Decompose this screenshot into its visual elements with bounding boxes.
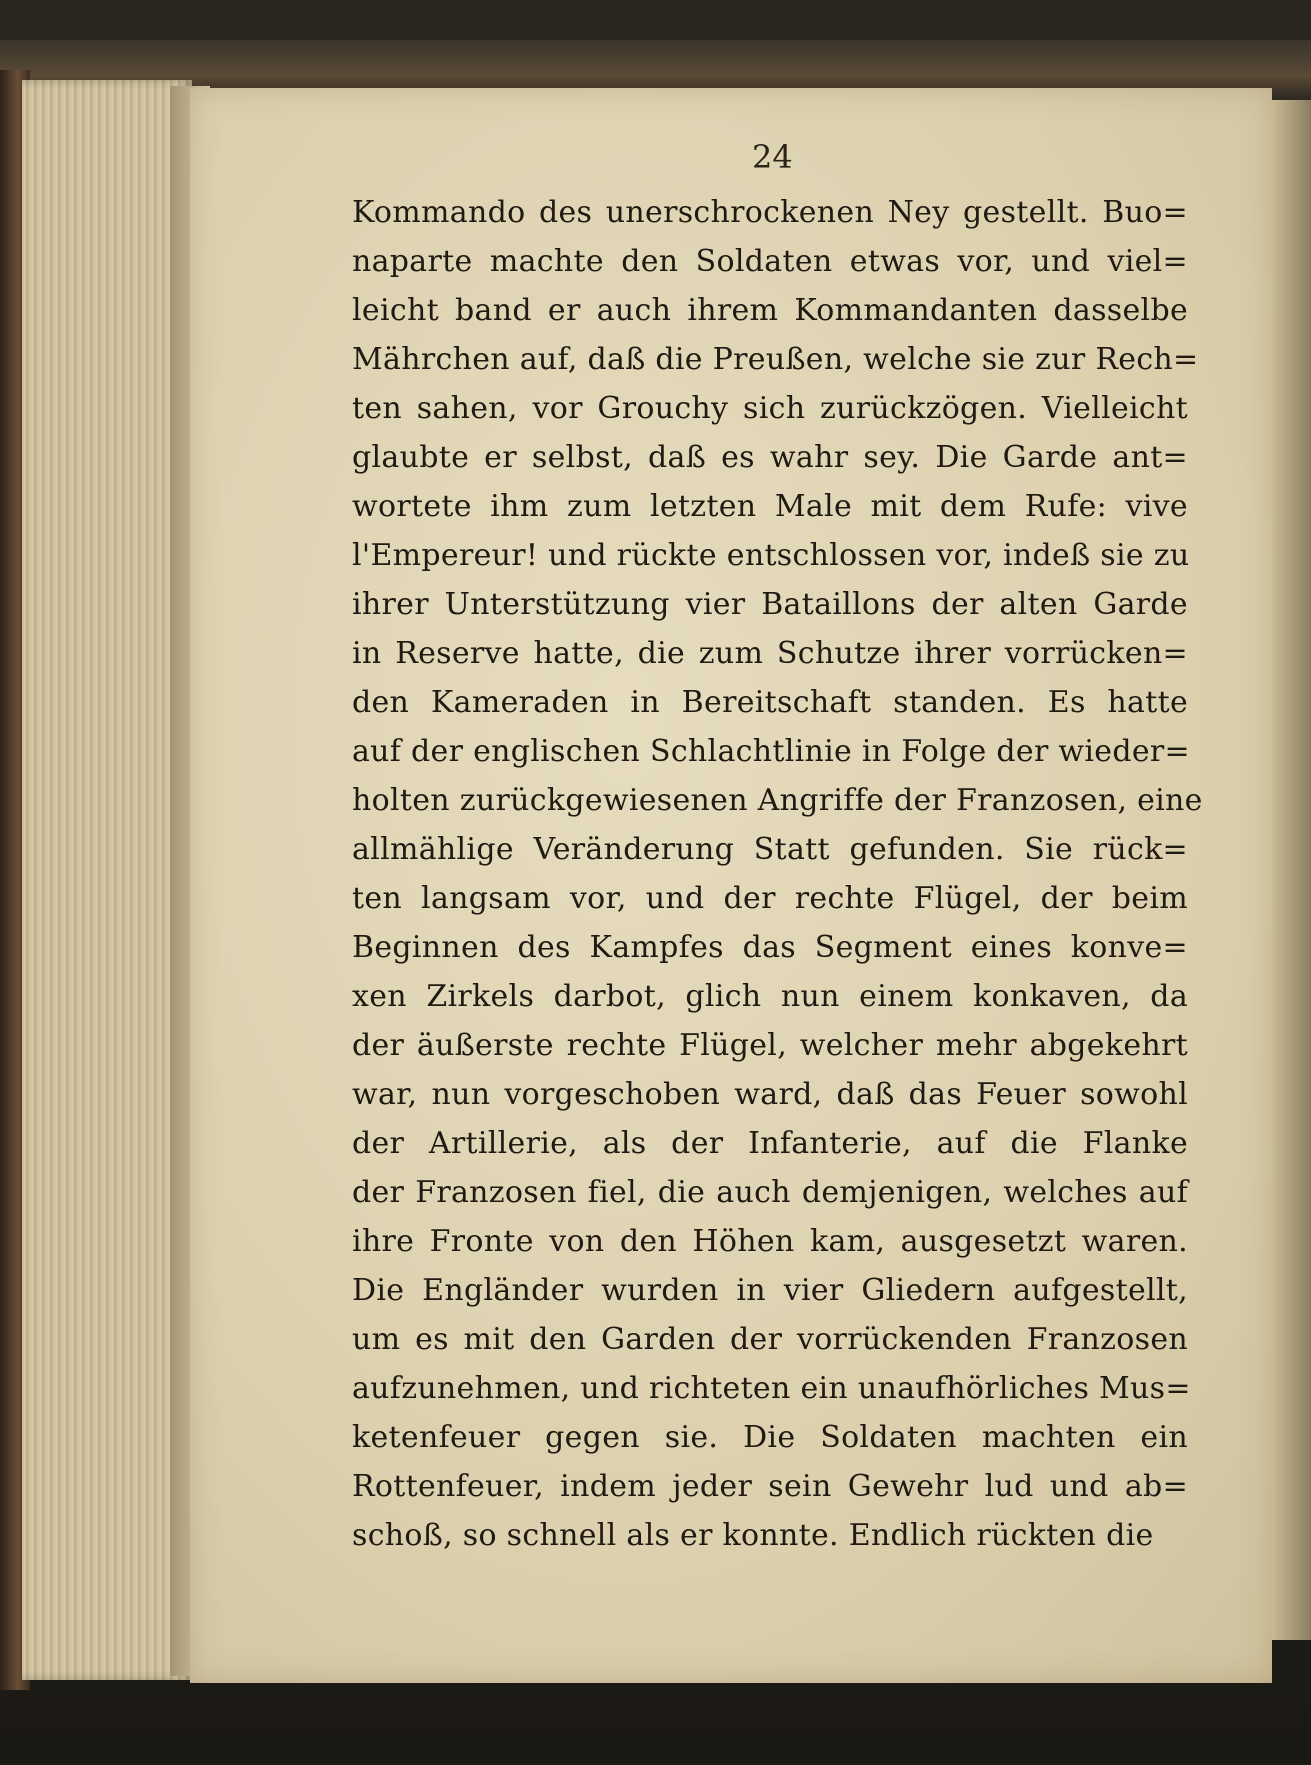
text-line: Kommando des unerschrockenen Ney gestellt. Buo= xyxy=(352,195,1188,230)
text-line: der Artillerie, als der Infanterie, auf die Flanke xyxy=(352,1126,1188,1161)
text-line: allmählige Veränderung Statt gefunden. Sie rück= xyxy=(352,832,1188,867)
text-line: aufzunehmen, und richteten ein unaufhörliches Mus= xyxy=(352,1371,1191,1406)
text-line: ihre Fronte von den Höhen kam, ausgesetzt waren. xyxy=(352,1224,1188,1259)
text-line: wortete ihm zum letzten Male mit dem Rufe: vive xyxy=(352,489,1188,524)
text-line: in Reserve hatte, die zum Schutze ihrer vorrücken= xyxy=(352,636,1188,671)
text-line: Rottenfeuer, indem jeder sein Gewehr lud und ab= xyxy=(352,1469,1188,1504)
text-line: Die Engländer wurden in vier Gliedern aufgestellt, xyxy=(352,1273,1188,1308)
page-stack-edges xyxy=(22,80,192,1680)
text-line: Beginnen des Kampfes das Segment eines konve= xyxy=(352,930,1188,965)
text-line: Mährchen auf, daß die Preußen, welche sie zur Rech= xyxy=(352,342,1199,377)
text-line: ten langsam vor, und der rechte Flügel, der beim xyxy=(352,881,1188,916)
text-line: leicht band er auch ihrem Kommandanten dasselbe xyxy=(352,293,1188,328)
text-line: auf der englischen Schlachtlinie in Folge der wieder= xyxy=(352,734,1190,769)
page-number: 24 xyxy=(752,138,793,176)
page-text xyxy=(352,188,1203,1560)
text-line: um es mit den Garden der vorrückenden Franzosen xyxy=(352,1322,1188,1357)
text-line: naparte machte den Soldaten etwas vor, und viel= xyxy=(352,244,1188,279)
text-line: ihrer Unterstützung vier Bataillons der alten Garde xyxy=(352,587,1188,622)
text-line: glaubte er selbst, daß es wahr sey. Die Garde ant= xyxy=(352,440,1188,475)
text-line: l'Empereur! und rückte entschlossen vor, indeß sie zu xyxy=(352,538,1190,573)
text-line: schoß, so schnell als er konnte. Endlich rückten die xyxy=(352,1518,1154,1553)
text-line: ketenfeuer gegen sie. Die Soldaten machten ein xyxy=(352,1420,1188,1455)
text-line: den Kameraden in Bereitschaft standen. Es hatte xyxy=(352,685,1188,720)
text-line: war, nun vorgeschoben ward, daß das Feuer sowohl xyxy=(352,1077,1188,1112)
text-line: der äußerste rechte Flügel, welcher mehr abgekehrt xyxy=(352,1028,1188,1063)
text-line: der Franzosen fiel, die auch demjenigen, welches auf xyxy=(352,1175,1188,1210)
text-line: holten zurückgewiesenen Angriffe der Franzosen, eine xyxy=(352,783,1203,818)
text-line: ten sahen, vor Grouchy sich zurückzögen. Vielleicht xyxy=(352,391,1188,426)
text-line: xen Zirkels darbot, glich nun einem konkaven, da xyxy=(352,979,1188,1014)
facing-page-edge xyxy=(1272,100,1311,1640)
